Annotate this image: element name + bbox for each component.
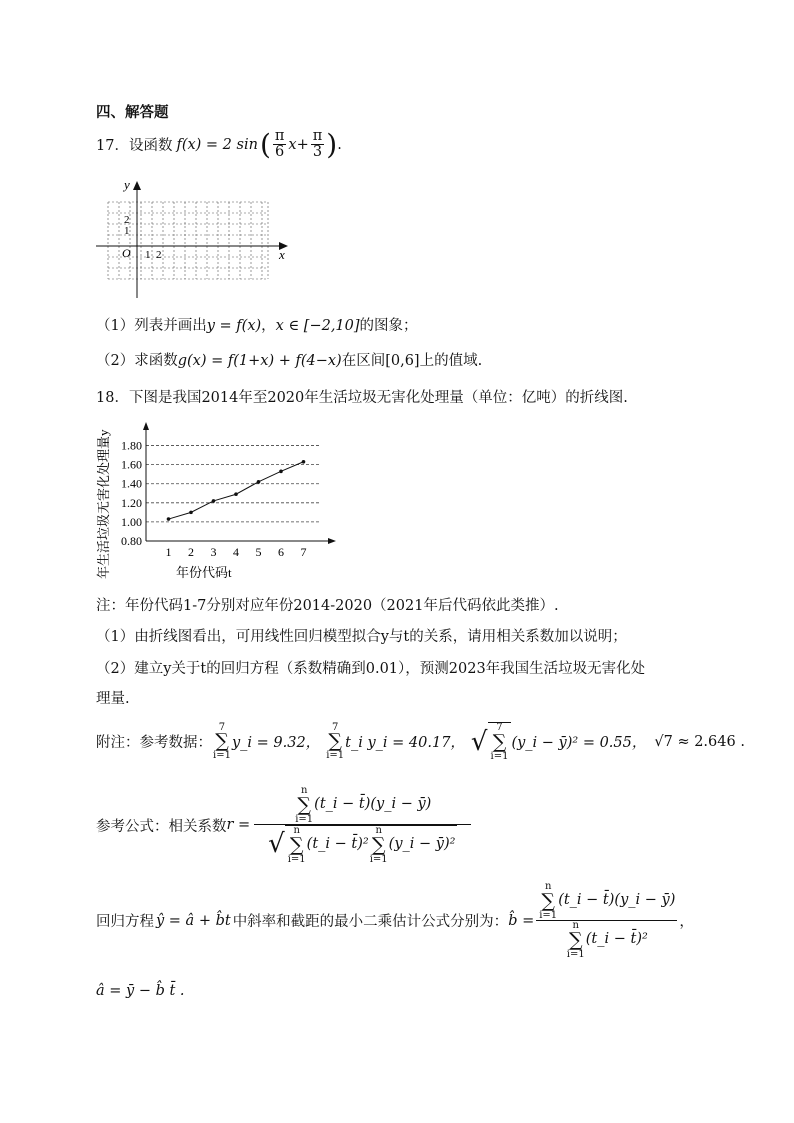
chart-y-label: 年生活垃圾无害化处理量y [96,429,111,579]
y-axis-arrow-icon [143,422,149,430]
r-denominator-a: (t_i − t̄)² [306,836,369,853]
data-point [302,460,306,464]
data-point [279,470,283,474]
q18-part2-line1: （2）建立y关于t的回归方程（系数精确到0.01），预测2023年我国生活垃圾无害化处 [96,661,646,677]
q17-part2 [96,349,482,370]
q17-part2-formula: g(x) = f(1+x) + f(4−x) [177,353,342,369]
q17-part2-interval: [0,6] [385,353,420,369]
x-axis-arrow-icon [328,538,336,544]
reg-equation: ŷ = â + b̂t [156,912,231,929]
chart-x-label: 年份代码t [176,565,232,580]
sum-symbol-3: 7 ∑ i=1 [490,722,509,762]
q17-lead: 设函数 [128,138,173,154]
chart-series [167,460,306,521]
q17-var-x: x [288,136,297,153]
y-tick-label: 1.20 [121,495,142,510]
right-paren: ) [326,128,338,161]
ref-sqrt-body [488,722,512,761]
x-tick-label: 3 [210,545,217,559]
b-fraction: n ∑ i=1 (t_i − t̄)(y_i − ȳ) n ∑ i=1 (t_i − t̄)² [536,882,677,959]
b-numerator: (t_i − t̄)(y_i − ȳ) [558,892,676,909]
ref-item-4: √7 ≈ 2.646 . [654,733,745,750]
grid-y-tick-2: 2 [124,214,130,226]
q18-note: 注：年份代码1-7分别对应年份2014-2020（2021年后代码依此类推）. [96,598,559,614]
ref-item-1: y_i = 9.32， [231,735,321,751]
q17-part1 [96,314,418,335]
ref-item-3: (y_i − ȳ)² = 0.55， [511,735,647,751]
ref-item-2: t_i y_i = 40.17， [345,735,465,751]
q17-frac2: $\frac{\pi}{3}$ [312,127,323,160]
sum-symbol-1: 7 ∑ i=1 [213,721,231,761]
q18-part1: （1）由折线图看出，可用线性回归模型拟合y与t的关系，请用相关系数加以说明； [96,629,627,645]
y-tick-label: 1.40 [121,476,142,491]
grid-x-tick-2: 2 [156,249,162,261]
y-tick-label: 1.80 [121,438,142,453]
grid-origin: O [122,246,131,260]
data-point [234,492,238,496]
reg-text-2: 中斜率和截距的最小二乘估计公式分别为： [232,914,509,930]
data-point [212,499,216,503]
q17-stem [96,128,342,161]
q18-line-chart [94,414,354,584]
q18-text: 下图是我国2014年至2020年生活垃圾无害化处理量（单位：亿吨）的折线图. [128,390,628,406]
x-tick-label: 4 [233,545,239,559]
q18-stem [96,386,628,407]
y-tick-label: 0.80 [121,534,142,548]
q17-part1-suffix: 的图象； [359,318,418,334]
formula-label: 参考公式：相关系数 [96,818,227,835]
q17-number: 17． [96,138,129,154]
x-tick-label: 1 [165,545,172,559]
chart-grid [146,446,320,522]
q17-plus: + [296,136,309,153]
data-point [167,517,171,521]
dashed-grid [108,202,268,279]
b-comma: ， [679,914,694,930]
q17-part1-formula: y = f(x) [206,318,262,334]
q17-part2-mid: 在区间 [341,353,386,369]
q17-part1-prefix: （1）列表并画出 [96,318,207,334]
q17-part2-suffix: 上的值域. [419,353,483,369]
grid-y-tick-1: 1 [124,225,130,237]
section-heading: 四、解答题 [96,104,169,121]
sum-symbol-2: 7 ∑ i=1 [326,721,345,761]
q17-func: f(x) = 2 sin [176,136,258,153]
r-fraction: n ∑ i=1 (t_i − t̄)(y_i − ȳ) √ n ∑ i=1 (t_i − t̄)² n ∑ i=1 (y_i − ȳ)² [254,786,471,864]
r-numerator: (t_i − t̄)(y_i − ȳ) [314,796,432,813]
q17-part1-domain: x ∈ [−2,10] [275,318,360,334]
x-tick-label: 6 [278,545,284,559]
grid-y-label: y [124,177,130,192]
r-denominator-b: (y_i − ȳ)² [388,836,456,853]
data-point [189,511,193,515]
q17-end: . [337,136,342,153]
sqrt-symbol-icon: √ [268,828,285,859]
b-denominator: (t_i − t̄)² [585,931,648,948]
series-line [169,462,304,519]
q18-number: 18． [96,390,129,406]
a-hat-formula: â = ȳ − b̂ t̄ . [96,983,185,999]
x-tick-label: 5 [255,545,262,559]
y-tick-label: 1.60 [121,457,142,472]
ref-label: 附注：参考数据： [96,735,212,751]
reg-text-1: 回归方程 [96,914,154,930]
b-hat: b̂ = [508,912,535,929]
chart-axes [143,422,336,544]
q18-part2-line2: 理量. [96,691,130,707]
y-axis-arrow-icon [133,181,141,190]
q17-part1-sep: ， [261,318,276,334]
q18-regression-formula [96,882,694,959]
x-tick-label: 7 [300,545,307,559]
x-tick-label: 2 [188,545,194,559]
grid-x-label: x [279,247,285,262]
q18-reference-data [96,722,745,761]
q17-part2-prefix: （2）求函数 [96,353,178,369]
data-point [257,480,261,484]
y-tick-label: 1.00 [121,514,142,529]
q17-grid-figure [94,174,304,304]
q18-correlation-formula [96,786,473,864]
r-var: r = [226,817,251,833]
left-paren: ( [259,128,271,161]
sqrt-symbol-icon: √ [470,726,488,757]
q17-frac1: $\frac{\pi}{6}$ [274,127,285,160]
grid-x-tick-1: 1 [145,249,151,261]
